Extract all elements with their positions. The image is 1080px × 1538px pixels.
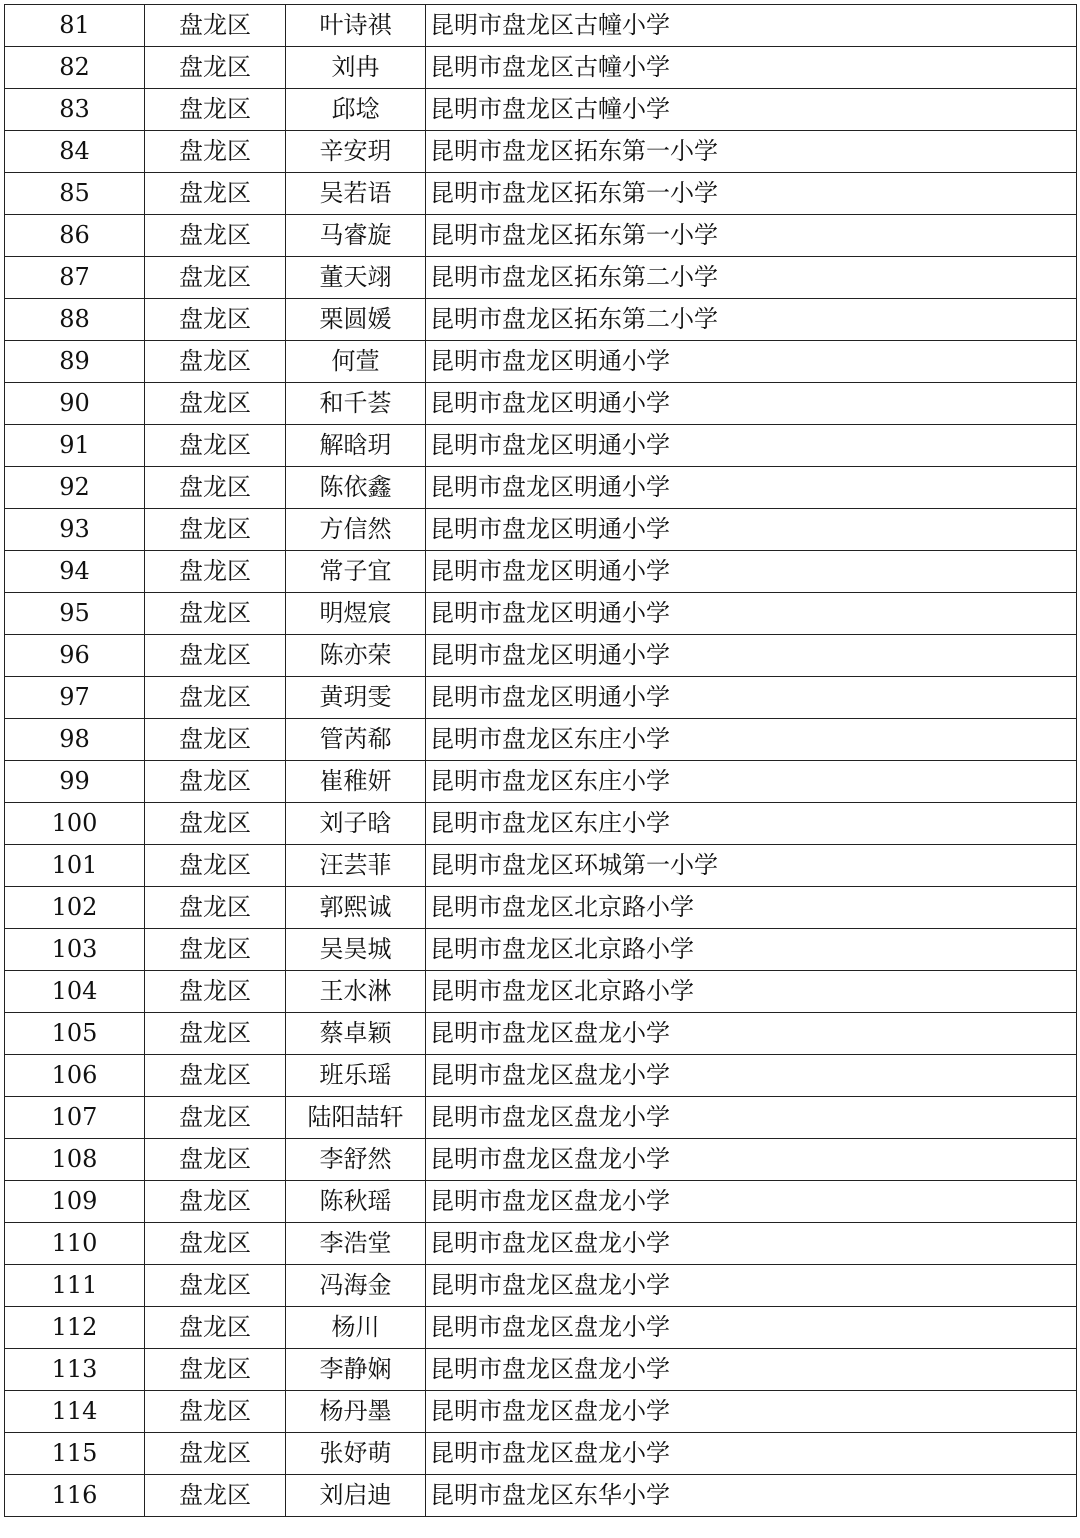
row-number-cell: 92 [5,467,145,509]
school-cell: 昆明市盘龙区古幢小学 [426,89,1077,131]
school-cell: 昆明市盘龙区盘龙小学 [426,1433,1077,1475]
table-row [5,677,1077,719]
table-row [5,761,1077,803]
table-row [5,1097,1077,1139]
table-row [5,1349,1077,1391]
district-cell: 盘龙区 [145,1391,286,1433]
row-number-cell: 88 [5,299,145,341]
student-name-cell: 叶诗祺 [286,5,426,47]
table-row [5,551,1077,593]
school-cell: 昆明市盘龙区拓东第一小学 [426,215,1077,257]
student-name-cell: 李浩堂 [286,1223,426,1265]
row-number-cell: 104 [5,971,145,1013]
student-name-cell: 陈亦荣 [286,635,426,677]
table-row [5,5,1077,47]
row-number-cell: 114 [5,1391,145,1433]
district-cell: 盘龙区 [145,341,286,383]
district-cell: 盘龙区 [145,719,286,761]
student-name-cell: 陈秋瑶 [286,1181,426,1223]
school-cell: 昆明市盘龙区明通小学 [426,677,1077,719]
student-name-cell: 栗圆媛 [286,299,426,341]
table-row [5,341,1077,383]
table-row [5,131,1077,173]
table-row [5,593,1077,635]
school-cell: 昆明市盘龙区盘龙小学 [426,1013,1077,1055]
district-cell: 盘龙区 [145,1223,286,1265]
student-name-cell: 何萱 [286,341,426,383]
district-cell: 盘龙区 [145,1097,286,1139]
row-number-cell: 82 [5,47,145,89]
table-row [5,383,1077,425]
student-name-cell: 刘冉 [286,47,426,89]
district-cell: 盘龙区 [145,1265,286,1307]
table-row [5,1013,1077,1055]
school-cell: 昆明市盘龙区盘龙小学 [426,1139,1077,1181]
school-cell: 昆明市盘龙区明通小学 [426,551,1077,593]
table-row [5,803,1077,845]
student-name-cell: 崔稚妍 [286,761,426,803]
school-cell: 昆明市盘龙区北京路小学 [426,887,1077,929]
student-name-cell: 方信然 [286,509,426,551]
school-cell: 昆明市盘龙区拓东第一小学 [426,131,1077,173]
table-row [5,257,1077,299]
row-number-cell: 99 [5,761,145,803]
district-cell: 盘龙区 [145,929,286,971]
district-cell: 盘龙区 [145,1013,286,1055]
student-name-cell: 和千荟 [286,383,426,425]
row-number-cell: 103 [5,929,145,971]
district-cell: 盘龙区 [145,383,286,425]
row-number-cell: 108 [5,1139,145,1181]
table-row [5,1181,1077,1223]
district-cell: 盘龙区 [145,173,286,215]
row-number-cell: 97 [5,677,145,719]
table-row [5,719,1077,761]
district-cell: 盘龙区 [145,677,286,719]
table-row [5,887,1077,929]
student-name-cell: 班乐瑶 [286,1055,426,1097]
student-name-cell: 李舒然 [286,1139,426,1181]
school-cell: 昆明市盘龙区盘龙小学 [426,1391,1077,1433]
row-number-cell: 112 [5,1307,145,1349]
table-row [5,1475,1077,1517]
student-name-cell: 冯海金 [286,1265,426,1307]
district-cell: 盘龙区 [145,257,286,299]
school-cell: 昆明市盘龙区盘龙小学 [426,1265,1077,1307]
table-row [5,425,1077,467]
row-number-cell: 91 [5,425,145,467]
student-name-cell: 李静娴 [286,1349,426,1391]
row-number-cell: 101 [5,845,145,887]
table-row [5,971,1077,1013]
student-name-cell: 张妤萌 [286,1433,426,1475]
row-number-cell: 116 [5,1475,145,1517]
district-cell: 盘龙区 [145,845,286,887]
district-cell: 盘龙区 [145,803,286,845]
table-row [5,1433,1077,1475]
school-cell: 昆明市盘龙区东庄小学 [426,719,1077,761]
table-row [5,929,1077,971]
table-row [5,299,1077,341]
table-row [5,1307,1077,1349]
row-number-cell: 93 [5,509,145,551]
student-name-cell: 陆阳喆轩 [286,1097,426,1139]
school-cell: 昆明市盘龙区盘龙小学 [426,1181,1077,1223]
student-name-cell: 刘子晗 [286,803,426,845]
district-cell: 盘龙区 [145,593,286,635]
school-cell: 昆明市盘龙区盘龙小学 [426,1349,1077,1391]
school-cell: 昆明市盘龙区东华小学 [426,1475,1077,1517]
row-number-cell: 86 [5,215,145,257]
table-row [5,47,1077,89]
district-cell: 盘龙区 [145,215,286,257]
school-cell: 昆明市盘龙区拓东第二小学 [426,299,1077,341]
student-name-cell: 马睿旋 [286,215,426,257]
row-number-cell: 89 [5,341,145,383]
table-row [5,1055,1077,1097]
table-row [5,635,1077,677]
table-row [5,509,1077,551]
row-number-cell: 105 [5,1013,145,1055]
district-cell: 盘龙区 [145,1055,286,1097]
row-number-cell: 95 [5,593,145,635]
district-cell: 盘龙区 [145,1349,286,1391]
table-row [5,467,1077,509]
student-name-cell: 杨川 [286,1307,426,1349]
row-number-cell: 98 [5,719,145,761]
row-number-cell: 102 [5,887,145,929]
student-name-cell: 常子宜 [286,551,426,593]
row-number-cell: 113 [5,1349,145,1391]
school-cell: 昆明市盘龙区古幢小学 [426,47,1077,89]
district-cell: 盘龙区 [145,551,286,593]
student-name-cell: 吴昊城 [286,929,426,971]
district-cell: 盘龙区 [145,467,286,509]
school-cell: 昆明市盘龙区拓东第二小学 [426,257,1077,299]
district-cell: 盘龙区 [145,971,286,1013]
student-name-cell: 董天翊 [286,257,426,299]
school-cell: 昆明市盘龙区东庄小学 [426,761,1077,803]
district-cell: 盘龙区 [145,131,286,173]
row-number-cell: 96 [5,635,145,677]
district-cell: 盘龙区 [145,425,286,467]
row-number-cell: 115 [5,1433,145,1475]
student-name-cell: 杨丹墨 [286,1391,426,1433]
school-cell: 昆明市盘龙区盘龙小学 [426,1223,1077,1265]
school-cell: 昆明市盘龙区明通小学 [426,383,1077,425]
student-name-cell: 明煜宸 [286,593,426,635]
school-cell: 昆明市盘龙区盘龙小学 [426,1307,1077,1349]
district-cell: 盘龙区 [145,1307,286,1349]
row-number-cell: 100 [5,803,145,845]
school-cell: 昆明市盘龙区古幢小学 [426,5,1077,47]
district-cell: 盘龙区 [145,635,286,677]
row-number-cell: 83 [5,89,145,131]
district-cell: 盘龙区 [145,1139,286,1181]
student-name-cell: 郭熙诚 [286,887,426,929]
row-number-cell: 81 [5,5,145,47]
district-cell: 盘龙区 [145,47,286,89]
school-cell: 昆明市盘龙区明通小学 [426,509,1077,551]
school-cell: 昆明市盘龙区明通小学 [426,635,1077,677]
table-row [5,1223,1077,1265]
district-cell: 盘龙区 [145,5,286,47]
row-number-cell: 109 [5,1181,145,1223]
student-name-cell: 黄玥雯 [286,677,426,719]
student-name-cell: 解晗玥 [286,425,426,467]
student-name-cell: 管芮郗 [286,719,426,761]
school-cell: 昆明市盘龙区明通小学 [426,593,1077,635]
district-cell: 盘龙区 [145,1433,286,1475]
district-cell: 盘龙区 [145,299,286,341]
school-cell: 昆明市盘龙区盘龙小学 [426,1097,1077,1139]
row-number-cell: 87 [5,257,145,299]
district-cell: 盘龙区 [145,761,286,803]
district-cell: 盘龙区 [145,509,286,551]
school-cell: 昆明市盘龙区东庄小学 [426,803,1077,845]
table-row [5,1391,1077,1433]
student-name-cell: 刘启迪 [286,1475,426,1517]
school-cell: 昆明市盘龙区北京路小学 [426,929,1077,971]
student-name-cell: 邱埝 [286,89,426,131]
school-cell: 昆明市盘龙区明通小学 [426,341,1077,383]
student-list-table [4,4,1077,1517]
school-cell: 昆明市盘龙区明通小学 [426,425,1077,467]
row-number-cell: 110 [5,1223,145,1265]
table-row [5,215,1077,257]
row-number-cell: 84 [5,131,145,173]
table-row [5,1139,1077,1181]
row-number-cell: 106 [5,1055,145,1097]
row-number-cell: 107 [5,1097,145,1139]
district-cell: 盘龙区 [145,1475,286,1517]
student-name-cell: 汪芸菲 [286,845,426,887]
row-number-cell: 111 [5,1265,145,1307]
row-number-cell: 90 [5,383,145,425]
table-row [5,845,1077,887]
table-row [5,89,1077,131]
row-number-cell: 94 [5,551,145,593]
student-name-cell: 蔡卓颖 [286,1013,426,1055]
row-number-cell: 85 [5,173,145,215]
school-cell: 昆明市盘龙区北京路小学 [426,971,1077,1013]
table-row [5,1265,1077,1307]
district-cell: 盘龙区 [145,89,286,131]
district-cell: 盘龙区 [145,887,286,929]
student-name-cell: 吴若语 [286,173,426,215]
school-cell: 昆明市盘龙区拓东第一小学 [426,173,1077,215]
school-cell: 昆明市盘龙区盘龙小学 [426,1055,1077,1097]
student-name-cell: 王水淋 [286,971,426,1013]
district-cell: 盘龙区 [145,1181,286,1223]
table-row [5,173,1077,215]
student-name-cell: 陈依鑫 [286,467,426,509]
school-cell: 昆明市盘龙区环城第一小学 [426,845,1077,887]
school-cell: 昆明市盘龙区明通小学 [426,467,1077,509]
student-name-cell: 辛安玥 [286,131,426,173]
table-body [5,5,1077,1517]
